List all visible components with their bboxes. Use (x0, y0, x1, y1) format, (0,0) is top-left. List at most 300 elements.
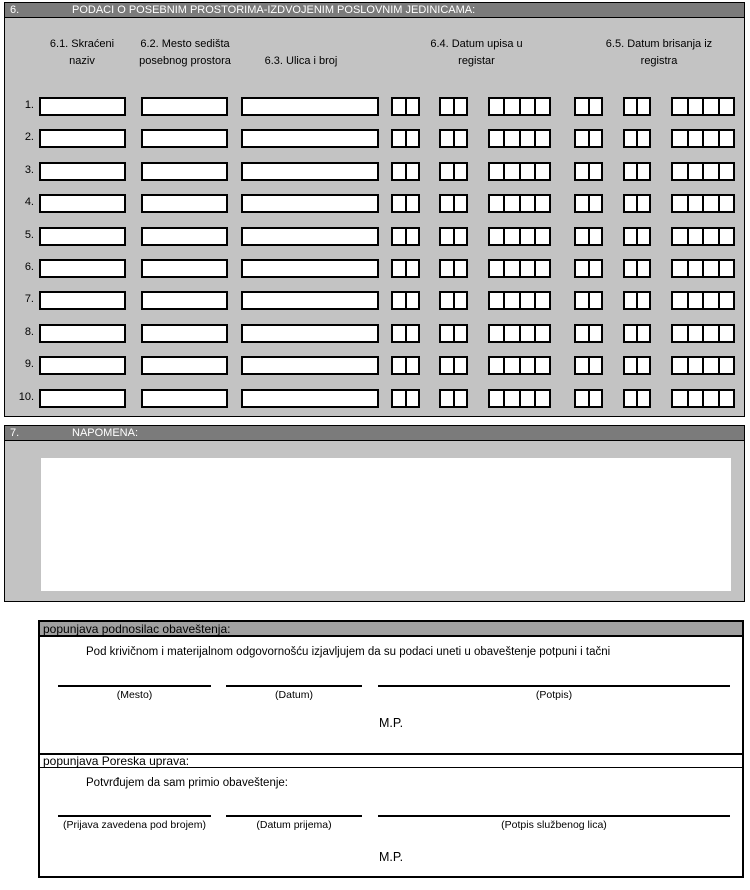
date-cell[interactable] (588, 131, 602, 146)
date-cell[interactable] (490, 131, 503, 146)
field-datum-brisanja-dan[interactable] (574, 97, 603, 116)
date-cell[interactable] (625, 391, 636, 406)
field-datum-brisanja-godina[interactable] (671, 129, 735, 148)
date-cell[interactable] (490, 326, 503, 341)
field-datum-upisa-godina[interactable] (488, 259, 551, 278)
field-datum-brisanja-dan[interactable] (574, 162, 603, 181)
date-cell[interactable] (441, 229, 453, 244)
date-cell[interactable] (453, 229, 467, 244)
date-cell[interactable] (625, 131, 636, 146)
field-datum-upisa-dan[interactable] (391, 129, 420, 148)
field-mesto-sedista[interactable] (141, 194, 228, 213)
date-cell[interactable] (687, 196, 703, 211)
date-cell[interactable] (441, 261, 453, 276)
date-cell[interactable] (519, 131, 534, 146)
date-cell[interactable] (503, 131, 518, 146)
table-row (5, 291, 746, 310)
date-cell[interactable] (393, 326, 405, 341)
date-cell[interactable] (625, 99, 636, 114)
date-cell[interactable] (453, 391, 467, 406)
date-cell[interactable] (702, 293, 718, 308)
signature-line[interactable] (378, 674, 730, 687)
date-cell[interactable] (519, 326, 534, 341)
date-cell[interactable] (441, 99, 453, 114)
date-cell[interactable] (534, 391, 549, 406)
date-cell[interactable] (636, 358, 649, 373)
date-cell[interactable] (625, 358, 636, 373)
date-cell[interactable] (576, 131, 588, 146)
date-cell[interactable] (702, 358, 718, 373)
field-skraceni-naziv[interactable] (39, 227, 126, 246)
date-cell[interactable] (673, 391, 687, 406)
date-cell[interactable] (636, 99, 649, 114)
date-cell[interactable] (393, 391, 405, 406)
date-cell[interactable] (588, 293, 602, 308)
date-cell[interactable] (687, 261, 703, 276)
date-cell[interactable] (588, 261, 602, 276)
section-7-title: NAPOMENA: (72, 427, 139, 439)
field-mesto-sedista[interactable] (141, 162, 228, 181)
date-cell[interactable] (405, 326, 419, 341)
field-skraceni-naziv[interactable] (39, 291, 126, 310)
column-header-datum-brisanja (594, 36, 724, 70)
date-cell[interactable] (393, 131, 405, 146)
field-datum-upisa-godina[interactable] (488, 162, 551, 181)
submitter-section-header: popunjava podnosilac obaveštenja: (40, 622, 742, 637)
date-cell[interactable] (519, 164, 534, 179)
date-cell[interactable] (490, 229, 503, 244)
date-cell[interactable] (453, 358, 467, 373)
field-datum-upisa-dan[interactable] (391, 291, 420, 310)
field-mesto-sedista[interactable] (141, 97, 228, 116)
field-datum-upisa-godina[interactable] (488, 227, 551, 246)
field-mesto-sedista[interactable] (141, 324, 228, 343)
field-mesto-sedista[interactable] (141, 356, 228, 375)
field-datum-brisanja-mesec[interactable] (623, 291, 651, 310)
field-datum-brisanja-dan[interactable] (574, 194, 603, 213)
date-cell[interactable] (636, 131, 649, 146)
date-cell[interactable] (673, 261, 687, 276)
field-datum-upisa-mesec[interactable] (439, 162, 468, 181)
section-6-panel (4, 2, 745, 417)
field-datum-brisanja-mesec[interactable] (623, 194, 651, 213)
date-cell[interactable] (718, 131, 734, 146)
date-cell[interactable] (405, 99, 419, 114)
field-datum-upisa-mesec[interactable] (439, 259, 468, 278)
field-mesto-sedista[interactable] (141, 259, 228, 278)
table-row (5, 259, 746, 278)
field-datum-brisanja-godina[interactable] (671, 97, 735, 116)
date-cell[interactable] (576, 164, 588, 179)
date-cell[interactable] (534, 358, 549, 373)
date-cell[interactable] (405, 196, 419, 211)
date-cell[interactable] (718, 164, 734, 179)
section-7-number: 7. (10, 427, 20, 439)
date-cell[interactable] (490, 196, 503, 211)
field-ulica-i-broj[interactable] (241, 162, 379, 181)
date-cell[interactable] (405, 358, 419, 373)
field-datum-brisanja-mesec[interactable] (623, 324, 651, 343)
date-cell[interactable] (636, 326, 649, 341)
field-datum-brisanja-mesec[interactable] (623, 389, 651, 408)
date-cell[interactable] (393, 99, 405, 114)
row-number: 1. (24, 99, 34, 111)
date-cell[interactable] (519, 293, 534, 308)
date-cell[interactable] (673, 131, 687, 146)
field-mesto-sedista[interactable] (141, 227, 228, 246)
field-datum-upisa-dan[interactable] (391, 324, 420, 343)
column-header-ulica-i-broj (241, 53, 361, 70)
table-row (5, 389, 746, 408)
field-datum-upisa-mesec[interactable] (439, 389, 468, 408)
field-datum-upisa-dan[interactable] (391, 389, 420, 408)
field-skraceni-naziv[interactable] (39, 324, 126, 343)
field-datum-upisa-godina[interactable] (488, 194, 551, 213)
signature-field-prijava-broj[interactable] (58, 804, 211, 831)
date-cell[interactable] (687, 293, 703, 308)
napomena-textarea[interactable] (41, 458, 731, 591)
column-header-line: registra (640, 55, 678, 67)
signature-field-datum[interactable] (226, 674, 362, 701)
date-cell[interactable] (702, 164, 718, 179)
date-cell[interactable] (588, 196, 602, 211)
date-cell[interactable] (576, 99, 588, 114)
field-datum-upisa-dan[interactable] (391, 194, 420, 213)
signature-field-potpis-sluzbenog-lica[interactable] (378, 804, 730, 831)
field-skraceni-naziv[interactable] (39, 129, 126, 148)
field-datum-brisanja-godina[interactable] (671, 389, 735, 408)
date-cell[interactable] (490, 391, 503, 406)
date-cell[interactable] (636, 196, 649, 211)
date-cell[interactable] (441, 131, 453, 146)
date-cell[interactable] (702, 99, 718, 114)
date-cell[interactable] (673, 326, 687, 341)
field-datum-upisa-mesec[interactable] (439, 227, 468, 246)
field-datum-upisa-mesec[interactable] (439, 356, 468, 375)
date-cell[interactable] (687, 229, 703, 244)
date-cell[interactable] (636, 293, 649, 308)
field-datum-brisanja-godina[interactable] (671, 356, 735, 375)
date-cell[interactable] (405, 261, 419, 276)
date-cell[interactable] (503, 196, 518, 211)
date-cell[interactable] (534, 196, 549, 211)
field-mesto-sedista[interactable] (141, 129, 228, 148)
field-ulica-i-broj[interactable] (241, 324, 379, 343)
date-cell[interactable] (588, 164, 602, 179)
authority-section-header: popunjava Poreska uprava: (40, 753, 742, 768)
date-cell[interactable] (687, 391, 703, 406)
date-cell[interactable] (687, 358, 703, 373)
field-datum-upisa-godina[interactable] (488, 97, 551, 116)
date-cell[interactable] (534, 293, 549, 308)
date-cell[interactable] (687, 326, 703, 341)
date-cell[interactable] (441, 196, 453, 211)
date-cell[interactable] (405, 131, 419, 146)
date-cell[interactable] (673, 164, 687, 179)
date-cell[interactable] (519, 358, 534, 373)
section-7-header (5, 426, 744, 441)
field-datum-upisa-dan[interactable] (391, 97, 420, 116)
row-number: 8. (24, 325, 34, 338)
date-cell[interactable] (673, 293, 687, 308)
date-cell[interactable] (702, 261, 718, 276)
date-cell[interactable] (576, 261, 588, 276)
date-cell[interactable] (393, 358, 405, 373)
signature-field-datum-prijema[interactable] (226, 804, 362, 831)
field-ulica-i-broj[interactable] (241, 291, 379, 310)
date-cell[interactable] (636, 229, 649, 244)
field-skraceni-naziv[interactable] (39, 389, 126, 408)
date-cell[interactable] (453, 196, 467, 211)
field-datum-upisa-dan[interactable] (391, 227, 420, 246)
field-datum-upisa-godina[interactable] (488, 291, 551, 310)
field-datum-brisanja-godina[interactable] (671, 259, 735, 278)
signature-field-mesto[interactable] (58, 674, 211, 701)
date-cell[interactable] (453, 293, 467, 308)
date-cell[interactable] (519, 261, 534, 276)
date-cell[interactable] (393, 196, 405, 211)
date-cell[interactable] (625, 326, 636, 341)
date-cell[interactable] (393, 229, 405, 244)
date-cell[interactable] (718, 99, 734, 114)
field-datum-brisanja-godina[interactable] (671, 291, 735, 310)
date-cell[interactable] (673, 358, 687, 373)
field-datum-brisanja-godina[interactable] (671, 194, 735, 213)
date-cell[interactable] (576, 358, 588, 373)
date-cell[interactable] (503, 326, 518, 341)
date-cell[interactable] (588, 326, 602, 341)
date-cell[interactable] (405, 229, 419, 244)
date-cell[interactable] (718, 293, 734, 308)
field-skraceni-naziv[interactable] (39, 162, 126, 181)
field-mesto-sedista[interactable] (141, 291, 228, 310)
date-cell[interactable] (673, 99, 687, 114)
field-datum-brisanja-dan[interactable] (574, 356, 603, 375)
date-cell[interactable] (576, 391, 588, 406)
date-cell[interactable] (519, 229, 534, 244)
date-cell[interactable] (534, 99, 549, 114)
field-datum-brisanja-mesec[interactable] (623, 259, 651, 278)
date-cell[interactable] (576, 229, 588, 244)
date-cell[interactable] (503, 229, 518, 244)
field-datum-brisanja-godina[interactable] (671, 324, 735, 343)
column-header-line: registar (458, 55, 495, 67)
table-row (5, 97, 746, 116)
row-number: 2. (24, 131, 34, 144)
date-cell[interactable] (534, 164, 549, 179)
field-ulica-i-broj[interactable] (241, 259, 379, 278)
field-datum-brisanja-dan[interactable] (574, 227, 603, 246)
column-header-line: 6.4. Datum upisa u (430, 38, 523, 50)
field-datum-upisa-mesec[interactable] (439, 291, 468, 310)
field-ulica-i-broj[interactable] (241, 227, 379, 246)
field-datum-brisanja-dan[interactable] (574, 389, 603, 408)
section-7-panel (4, 425, 745, 602)
date-cell[interactable] (490, 358, 503, 373)
field-datum-upisa-godina[interactable] (488, 389, 551, 408)
date-cell[interactable] (625, 293, 636, 308)
date-cell[interactable] (441, 358, 453, 373)
date-cell[interactable] (453, 326, 467, 341)
field-datum-brisanja-mesec[interactable] (623, 227, 651, 246)
field-mesto-sedista[interactable] (141, 389, 228, 408)
row-number: 9. (24, 358, 34, 371)
date-cell[interactable] (625, 196, 636, 211)
row-number: 10. (18, 390, 34, 403)
date-cell[interactable] (441, 391, 453, 406)
signature-field-potpis[interactable] (378, 674, 730, 701)
date-cell[interactable] (576, 293, 588, 308)
date-cell[interactable] (702, 229, 718, 244)
field-datum-upisa-dan[interactable] (391, 356, 420, 375)
date-cell[interactable] (718, 358, 734, 373)
date-cell[interactable] (490, 293, 503, 308)
field-datum-brisanja-mesec[interactable] (623, 129, 651, 148)
table-row (5, 129, 746, 148)
date-cell[interactable] (718, 326, 734, 341)
date-cell[interactable] (588, 358, 602, 373)
field-ulica-i-broj[interactable] (241, 356, 379, 375)
date-cell[interactable] (393, 261, 405, 276)
date-cell[interactable] (534, 326, 549, 341)
date-cell[interactable] (576, 196, 588, 211)
field-skraceni-naziv[interactable] (39, 259, 126, 278)
date-cell[interactable] (718, 391, 734, 406)
date-cell[interactable] (503, 293, 518, 308)
date-cell[interactable] (453, 99, 467, 114)
date-cell[interactable] (441, 326, 453, 341)
date-cell[interactable] (702, 391, 718, 406)
field-datum-upisa-godina[interactable] (488, 129, 551, 148)
date-cell[interactable] (519, 391, 534, 406)
signature-label: (Potpis službenog lica) (501, 819, 607, 831)
field-datum-brisanja-godina[interactable] (671, 227, 735, 246)
submitter-statement: Pod krivičnom i materijalnom odgovornošću izjavljujem da su podaci uneti u obaveštenje potpuni i tačni (86, 646, 611, 658)
field-datum-brisanja-dan[interactable] (574, 324, 603, 343)
date-cell[interactable] (687, 99, 703, 114)
section-6-title: PODACI O POSEBNIM PROSTORIMA-IZDVOJENIM POSLOVNIM JEDINICAMA: (72, 4, 476, 16)
field-datum-upisa-godina[interactable] (488, 356, 551, 375)
field-ulica-i-broj[interactable] (241, 194, 379, 213)
date-cell[interactable] (534, 229, 549, 244)
date-cell[interactable] (534, 261, 549, 276)
field-ulica-i-broj[interactable] (241, 129, 379, 148)
date-cell[interactable] (405, 164, 419, 179)
date-cell[interactable] (576, 326, 588, 341)
row-number: 4. (24, 196, 34, 209)
field-datum-upisa-dan[interactable] (391, 259, 420, 278)
signature-line[interactable] (378, 804, 730, 817)
date-cell[interactable] (718, 229, 734, 244)
date-cell[interactable] (702, 131, 718, 146)
date-cell[interactable] (503, 358, 518, 373)
date-cell[interactable] (718, 261, 734, 276)
field-skraceni-naziv[interactable] (39, 97, 126, 116)
field-datum-brisanja-dan[interactable] (574, 129, 603, 148)
date-cell[interactable] (503, 164, 518, 179)
field-datum-brisanja-dan[interactable] (574, 291, 603, 310)
column-header-line: 6.5. Datum brisanja iz (605, 38, 713, 50)
field-datum-upisa-mesec[interactable] (439, 129, 468, 148)
date-cell[interactable] (490, 164, 503, 179)
date-cell[interactable] (441, 164, 453, 179)
date-cell[interactable] (636, 164, 649, 179)
field-datum-brisanja-mesec[interactable] (623, 97, 651, 116)
date-cell[interactable] (441, 293, 453, 308)
field-datum-upisa-godina[interactable] (488, 324, 551, 343)
date-cell[interactable] (519, 99, 534, 114)
field-datum-upisa-mesec[interactable] (439, 97, 468, 116)
signature-line[interactable] (226, 804, 362, 817)
date-cell[interactable] (453, 164, 467, 179)
signature-line[interactable] (226, 674, 362, 687)
date-cell[interactable] (687, 131, 703, 146)
field-ulica-i-broj[interactable] (241, 97, 379, 116)
date-cell[interactable] (490, 261, 503, 276)
field-datum-upisa-mesec[interactable] (439, 194, 468, 213)
date-cell[interactable] (453, 131, 467, 146)
field-datum-brisanja-mesec[interactable] (623, 162, 651, 181)
date-cell[interactable] (673, 196, 687, 211)
signature-line[interactable] (58, 804, 211, 817)
section-6-header (5, 3, 744, 18)
date-cell[interactable] (393, 293, 405, 308)
field-datum-brisanja-godina[interactable] (671, 162, 735, 181)
field-datum-upisa-mesec[interactable] (439, 324, 468, 343)
signature-line[interactable] (58, 674, 211, 687)
column-header-line: posebnog prostora (139, 55, 231, 67)
date-cell[interactable] (702, 196, 718, 211)
date-cell[interactable] (503, 99, 518, 114)
date-cell[interactable] (625, 164, 636, 179)
date-cell[interactable] (503, 391, 518, 406)
field-ulica-i-broj[interactable] (241, 389, 379, 408)
date-cell[interactable] (519, 196, 534, 211)
signature-label: (Datum) (275, 689, 313, 701)
date-cell[interactable] (625, 261, 636, 276)
date-cell[interactable] (636, 261, 649, 276)
date-cell[interactable] (405, 293, 419, 308)
date-cell[interactable] (534, 131, 549, 146)
date-cell[interactable] (625, 229, 636, 244)
date-cell[interactable] (588, 99, 602, 114)
column-header-line: 6.3. Ulica i broj (264, 55, 338, 67)
column-header-mesto-sedista (131, 36, 239, 70)
field-skraceni-naziv[interactable] (39, 194, 126, 213)
date-cell[interactable] (588, 229, 602, 244)
field-datum-brisanja-dan[interactable] (574, 259, 603, 278)
field-datum-upisa-dan[interactable] (391, 162, 420, 181)
table-row (5, 194, 746, 213)
date-cell[interactable] (453, 261, 467, 276)
row-number: 6. (24, 260, 34, 273)
column-header-line: naziv (69, 55, 95, 67)
date-cell[interactable] (588, 391, 602, 406)
date-cell[interactable] (490, 99, 503, 114)
date-cell[interactable] (503, 261, 518, 276)
date-cell[interactable] (405, 391, 419, 406)
field-datum-brisanja-mesec[interactable] (623, 356, 651, 375)
date-cell[interactable] (687, 164, 703, 179)
date-cell[interactable] (393, 164, 405, 179)
date-cell[interactable] (718, 196, 734, 211)
field-skraceni-naziv[interactable] (39, 356, 126, 375)
table-row (5, 227, 746, 246)
date-cell[interactable] (673, 229, 687, 244)
signature-label: (Prijava zavedena pod brojem) (63, 819, 206, 831)
date-cell[interactable] (636, 391, 649, 406)
date-cell[interactable] (702, 326, 718, 341)
